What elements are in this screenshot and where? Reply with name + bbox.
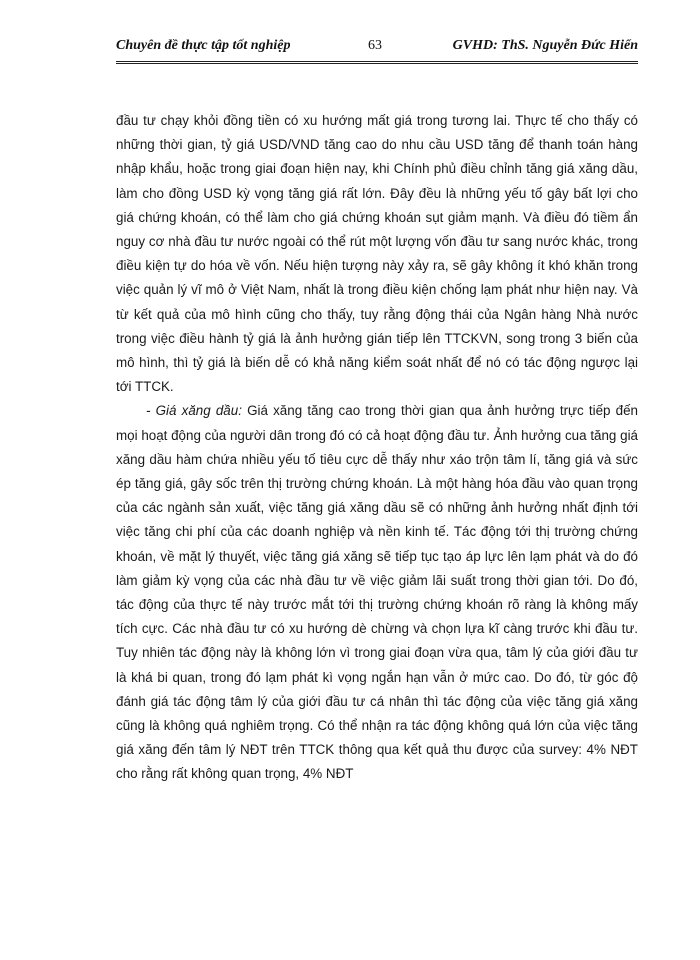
page-number: 63 xyxy=(368,38,382,53)
header-title: Chuyên đề thực tập tốt nghiệp xyxy=(116,38,291,53)
page-header xyxy=(116,38,638,58)
paragraph-fuel-price-text: Giá xăng tăng cao trong thời gian qua ảnh hưởng trực tiếp đến mọi hoạt động của người dân trong đó có cả hoạt động đầu tư. Ảnh hưởng cua tăng giá xăng dầu hàm chứa nhiều yếu tố tiêu cực dễ thấy như xáo trộn tâm lí, tăng giá và sức ép tăng giá, gây sốc trên thị trường chứng khoán. Là một hàng hóa đầu vào quan trọng của các ngành sản xuất, việc tăng giá xăng dầu sẽ có những ảnh hưởng nhất định tới việc tăng chi phí của các doanh nghiệp và nền kinh tế. Tác động tới thị trường chứng khoán, về mặt lý thuyết, việc tăng giá xăng sẽ tiếp tục tạo áp lực lên lạm phát và do đó làm giảm kỳ vọng của các nhà đầu tư về việc giảm lãi suất trong thời gian tới. Do đó, tác động của thực tế này trước mắt tới thị trường chứng khoán rõ ràng là không mấy tích cực. Các nhà đầu tư có xu hướng dè chừng và chọn lựa kĩ càng trước khi đầu tư. Tuy nhiên tác động này là không lớn vì trong giai đoạn vừa qua, tâm lý của giới đầu tư là khá bi quan, trong đó lạm phát kì vọng ngắn hạn vẫn ở mức cao. Do đó, từ góc độ đánh giá tác động tâm lý của giới đầu tư cá nhân thì tác động của việc tăng giá xăng cũng là không quá nghiêm trọng. Có thể nhận ra tác động không quá lớn của việc tăng giá xăng đến tâm lý NĐT trên TTCK thông qua kết quả thu được của survey: 4% NĐT cho rằng rất không quan trọng, 4% NĐT xyxy=(116,403,638,782)
paragraph-exchange-rate: đầu tư chạy khỏi đồng tiền có xu hướng mất giá trong tương lai. Thực tế cho thấy có những thời gian, tỷ giá USD/VND tăng cao do nhu cầu USD tăng để thanh toán hàng nhập khẩu, hoặc trong giai đoạn hiện nay, khi Chính phủ điều chỉnh tăng giá xăng dầu, làm cho đồng USD kỳ vọng tăng giá rất lớn. Đây đều là những yếu tố gây bất lợi cho giá chứng khoán, có thể làm cho giá chứng khoán sụt giảm mạnh. Và điều đó tiềm ẩn nguy cơ nhà đầu tư nước ngoài có thể rút một lượng vốn đầu tư sang nước khác, trong điều kiện tự do hóa về vốn. Nếu hiện tượng này xảy ra, sẽ gây không ít khó khăn trong việc quản lý vĩ mô ở Việt Nam, nhất là trong điều kiện chống lạm phát như hiện nay. Và từ kết quả của mô hình cũng cho thấy, tuy rằng động thái của Ngân hàng Nhà nước trong việc điều hành tỷ giá là ảnh hưởng gián tiếp lên TTCKVN, song trong 3 biến của mô hình, thì tỷ giá là biến dễ có khả năng kiểm soát nhất để nó có tác động ngược lại tới TTCK. xyxy=(116,113,638,395)
paragraph-fuel-price xyxy=(116,399,638,786)
document-body xyxy=(116,109,638,787)
section-label-fuel-price: - Giá xăng dầu: xyxy=(146,403,242,419)
header-divider xyxy=(116,61,638,64)
header-supervisor: GVHD: ThS. Nguyễn Đức Hiển xyxy=(452,38,638,53)
